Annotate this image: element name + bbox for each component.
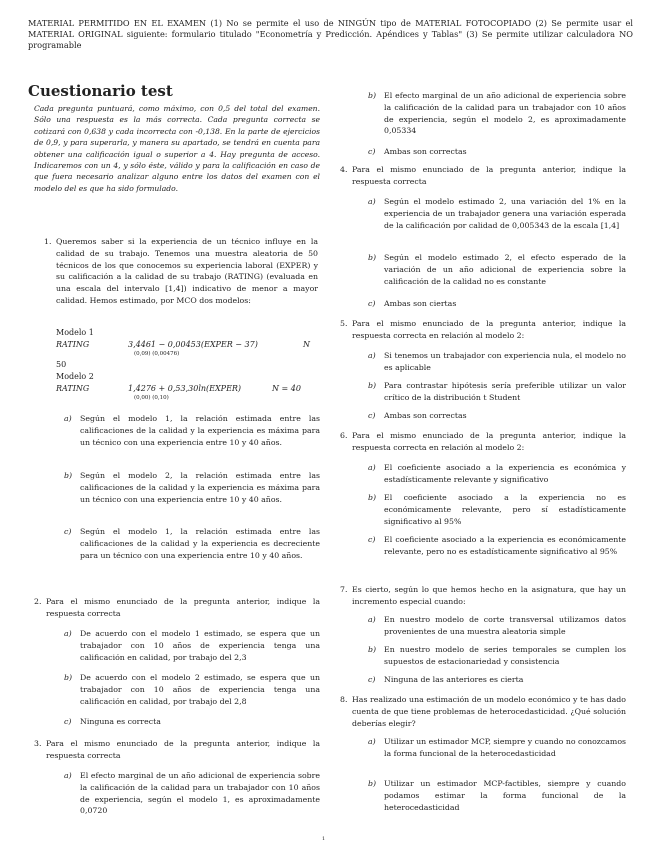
option-text: Ninguna es correcta	[80, 717, 161, 726]
option-text: El coeficiente asociado a la experiencia es económicamente relevante, pero no es estadísticamente significativo al 95%	[384, 535, 626, 556]
model-1-label: Modelo 1	[56, 328, 94, 337]
question-text: Para el mismo enunciado de la pregunta anterior, indique la respuesta correcta	[46, 597, 320, 618]
page-title: Cuestionario test	[28, 82, 173, 100]
option-text: El efecto marginal de un año adicional de experiencia sobre la calificación de la calidad para un trabajador con 10 años de experiencia, según el modelo 1, es aproximadamente 0,0720	[80, 771, 320, 816]
q1-option-b	[64, 470, 320, 505]
option-label: a)	[368, 737, 376, 746]
model-1-n: N	[303, 340, 310, 349]
option-label: c)	[368, 147, 376, 156]
option-text: Ninguna de las anteriores es cierta	[384, 675, 524, 684]
q8-option-b	[368, 778, 626, 813]
question-text: Has realizado una estimación de un modelo económico y te has dado cuenta de que tiene problemas de heterocedasticidad. ¿Qué solución deberías elegir?	[352, 695, 626, 728]
exam-header: MATERIAL PERMITIDO EN EL EXAMEN (1) No se permite el uso de NINGÚN tipo de MATERIAL FOTOCOPIADO (2) Se permite usar el MATERIAL ORIGINAL siguiente: formulario titulado "Econometría y Predicción. Apéndices y Tablas" (3) Se permite utilizar calculadora NO programable	[28, 18, 633, 50]
model-2-equation: 1,4276 + 0,53,30ln(EXPER)	[128, 384, 242, 393]
q2-option-b	[64, 672, 320, 707]
option-label: b)	[368, 493, 377, 502]
option-label: c)	[64, 527, 72, 536]
model-2-lhs: RATING	[56, 384, 90, 393]
question-7	[340, 584, 626, 608]
option-text: El coeficiente asociado a la experiencia no es económicamente relevante, pero sí estadísticamente significativo al 95%	[384, 493, 626, 526]
option-text: Según el modelo 2, la relación estimada entre las calificaciones de la calidad y la experiencia es máxima para un técnico con una experiencia entre 10 y 40 años.	[80, 471, 320, 504]
option-label: a)	[64, 414, 72, 423]
q6-option-c	[368, 534, 626, 558]
q6-option-a	[368, 462, 626, 486]
option-label: b)	[368, 381, 377, 390]
q4-option-c	[368, 298, 626, 310]
option-label: c)	[368, 299, 376, 308]
question-number: 2.	[34, 597, 42, 606]
option-text: Ambas son correctas	[384, 147, 467, 156]
question-text: Para el mismo enunciado de la pregunta anterior, indique la respuesta correcta en relación al modelo 2:	[352, 319, 626, 340]
option-text: El efecto marginal de un año adicional de experiencia sobre la calificación de la calidad para un trabajador con 10 años de experiencia, según el modelo 2, es aproximadamente 0,05334	[384, 91, 626, 136]
q7-option-a	[368, 614, 626, 638]
q4-option-b	[368, 252, 626, 287]
question-4	[340, 164, 626, 188]
question-text: Queremos saber si la experiencia de un técnico influye en la calidad de su trabajo. Tenemos una muestra aleatoria de 50 técnicos de los que conocemos su experiencia laboral (EXPER) y su calificación a la calidad de su trabajo (RATING) (evaluada en una escala del intervalo [1,4]) indicativo de menor a mayor calidad. Hemos estimado, por MCO dos modelos:	[56, 237, 318, 305]
option-text: Utilizar un estimador MCP-factibles, siempre y cuando podamos estimar la forma funcional de la heterocedasticidad	[384, 779, 626, 812]
question-number: 1.	[44, 237, 52, 246]
question-text: Para el mismo enunciado de la pregunta anterior, indique la respuesta correcta en relación al modelo 2:	[352, 431, 626, 452]
question-text: Es cierto, según lo que hemos hecho en la asignatura, que hay un incremento especial cuando:	[352, 585, 626, 606]
option-label: a)	[368, 197, 376, 206]
option-label: b)	[64, 673, 73, 682]
option-text: Según el modelo estimado 2, el efecto esperado de la variación de un año adicional de experiencia sobre la calificación de la calidad no es constante	[384, 253, 626, 286]
option-text: Ambas son correctas	[384, 411, 467, 420]
option-label: a)	[368, 615, 376, 624]
instructions: Cada pregunta puntuará, como máximo, con 0,5 del total del examen. Sólo una respuesta es la más correcta. Cada pregunta correcta se cotizará con 0,638 y cada incorrecta con -0,138. En la parte de ejercicios de 0,9, y para superarla, y manera su apartado, se tendrá en cuenta para obtener una calificación igual o superior a 4. Hay pregunta de acceso. Indicaremos con un 4, y sólo éste, válido y para la calificación en caso de que fuera necesario analizar alguno entre los datos del examen con el modelo del es que ha sido formulado.	[34, 104, 320, 193]
question-5	[340, 318, 626, 342]
model-1-std-errors: (0,09) (0,00476)	[134, 351, 180, 357]
q1-option-c	[64, 526, 320, 561]
option-text: Ambas son ciertas	[384, 299, 457, 308]
option-text: De acuerdo con el modelo 2 estimado, se espera que un trabajador con 10 años de experiencia tenga una calificación en calidad, por trabajo del 2,8	[80, 673, 320, 706]
model-2-label: Modelo 2	[56, 372, 94, 381]
question-2	[34, 596, 320, 620]
question-number: 6.	[340, 431, 348, 440]
q5-option-a	[368, 350, 626, 374]
q7-option-c	[368, 674, 626, 686]
q7-option-b	[368, 644, 626, 668]
page-number: 1	[322, 836, 326, 842]
model-1-equation: 3,4461 − 0,00453(EXPER − 37)	[128, 340, 258, 349]
option-text: Según el modelo 1, la relación estimada entre las calificaciones de la calidad y la experiencia es máxima para un técnico con una experiencia entre 10 y 40 años.	[80, 414, 320, 447]
option-label: a)	[368, 463, 376, 472]
option-label: a)	[64, 629, 72, 638]
option-label: b)	[368, 645, 377, 654]
question-1	[44, 236, 318, 307]
option-text: Para contrastar hipótesis sería preferible utilizar un valor crítico de la distribución t Student	[384, 381, 626, 402]
option-text: El coeficiente asociado a la experiencia es económica y estadísticamente relevante y significativo	[384, 463, 626, 484]
q3-option-c	[368, 146, 626, 158]
q5-option-c	[368, 410, 626, 422]
model-2-n: N = 40	[272, 384, 301, 393]
option-text: Utilizar un estimador MCP, siempre y cuando no conozcamos la forma funcional de la heterocedasticidad	[384, 737, 627, 758]
option-label: c)	[368, 411, 376, 420]
q2-option-a	[64, 628, 320, 663]
option-label: a)	[64, 771, 72, 780]
question-number: 8.	[340, 695, 348, 704]
question-number: 3.	[34, 739, 42, 748]
model-1-lhs: RATING	[56, 340, 90, 349]
question-8	[340, 694, 626, 729]
q5-option-b	[368, 380, 626, 404]
option-label: c)	[64, 717, 72, 726]
option-label: b)	[368, 91, 377, 100]
option-text: En nuestro modelo de series temporales se cumplen los supuestos de estacionariedad y consistencia	[384, 645, 626, 666]
option-label: c)	[368, 535, 376, 544]
option-label: b)	[64, 471, 73, 480]
q4-option-a	[368, 196, 626, 231]
option-text: Según el modelo 1, la relación estimada entre las calificaciones de la calidad y la experiencia es decreciente para un técnico con una experiencia entre 10 y 40 años.	[80, 527, 320, 560]
q3-option-b	[368, 90, 626, 137]
question-number: 4.	[340, 165, 348, 174]
option-label: c)	[368, 675, 376, 684]
question-text: Para el mismo enunciado de la pregunta anterior, indique la respuesta correcta	[46, 739, 320, 760]
q2-option-c	[64, 716, 320, 728]
q3-option-a	[64, 770, 320, 817]
q8-option-a	[368, 736, 627, 760]
q6-option-b	[368, 492, 626, 527]
model-2-std-errors: (0,00) (0,10)	[134, 395, 169, 401]
option-label: a)	[368, 351, 376, 360]
option-text: De acuerdo con el modelo 1 estimado, se espera que un trabajador con 10 años de experiencia tenga una calificación en calidad, por trabajo del 2,3	[80, 629, 320, 662]
option-label: b)	[368, 779, 377, 788]
question-number: 7.	[340, 585, 348, 594]
question-3	[34, 738, 320, 762]
q1-option-a	[64, 413, 320, 448]
question-text: Para el mismo enunciado de la pregunta anterior, indique la respuesta correcta	[352, 165, 626, 186]
option-text: Si tenemos un trabajador con experiencia nula, el modelo no es aplicable	[384, 351, 626, 372]
model-1-n-value: 50	[56, 360, 67, 369]
option-text: En nuestro modelo de corte transversal utilizamos datos provenientes de una muestra aleatoria simple	[384, 615, 626, 636]
question-6	[340, 430, 626, 454]
option-label: b)	[368, 253, 377, 262]
question-number: 5.	[340, 319, 348, 328]
option-text: Según el modelo estimado 2, una variación del 1% en la experiencia de un trabajador genera una variación esperada de la calificación por calidad de 0,005343 de la escala [1,4]	[384, 197, 626, 230]
